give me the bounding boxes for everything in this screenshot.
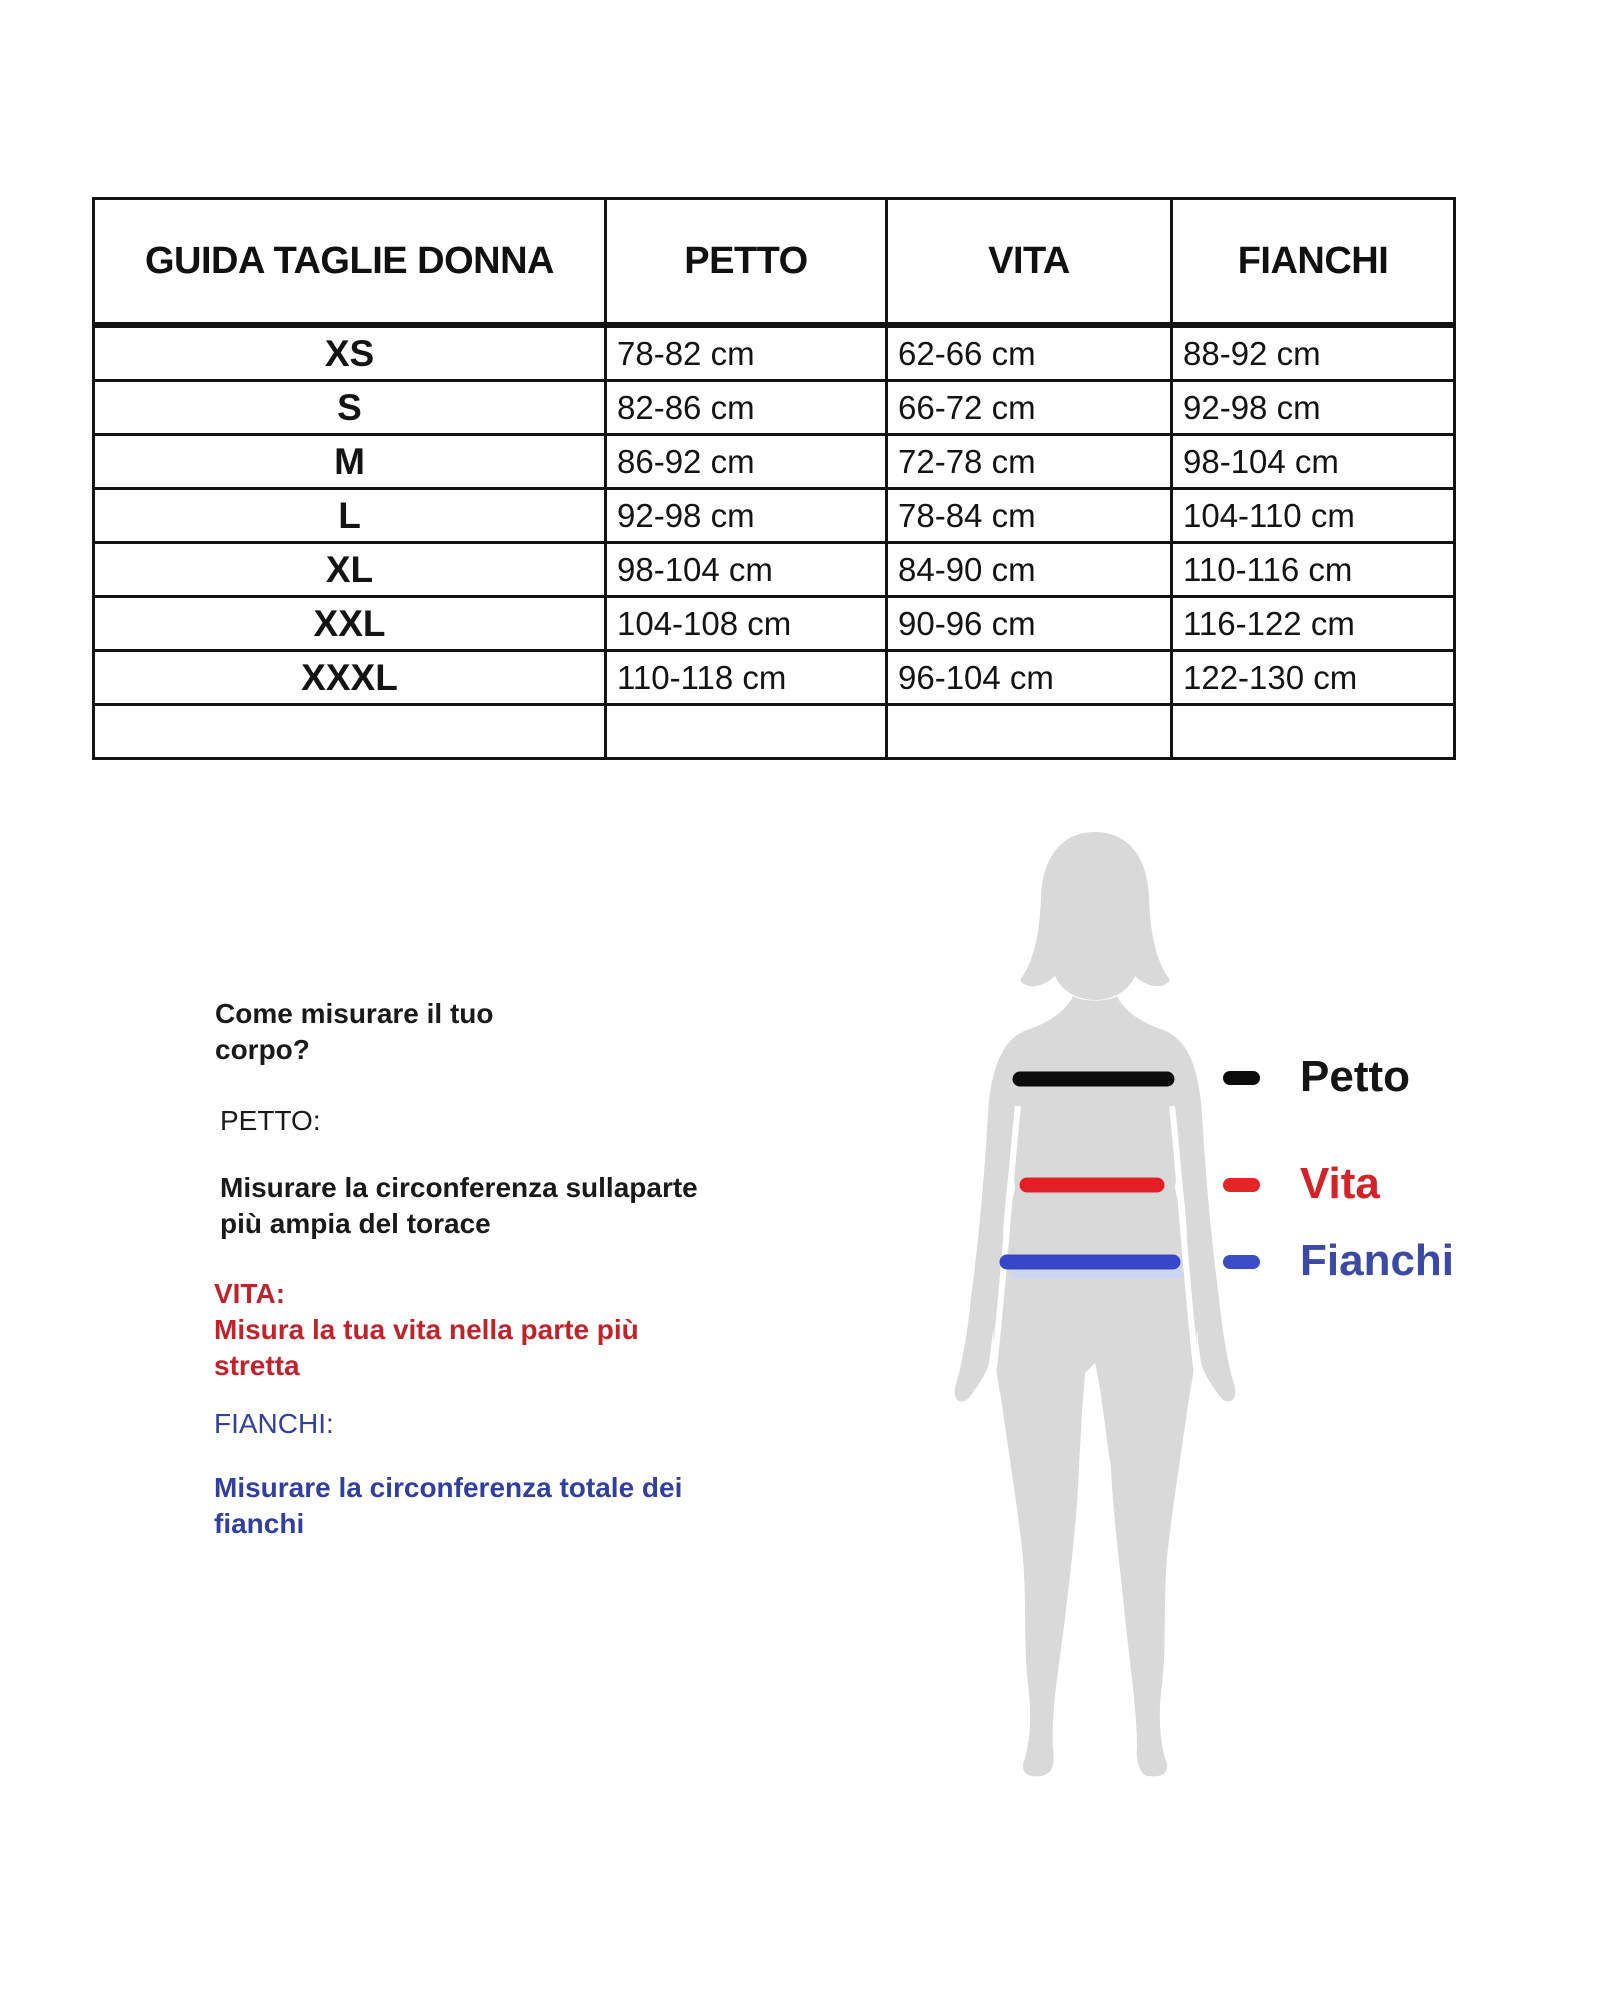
table-row [94,489,1455,543]
petto-section-text: Misurare la circonferenza sullaparte più ampia del torace [220,1172,698,1239]
size-cell: XS [94,325,606,381]
vita-section-label: VITA: [214,1278,286,1309]
body-silhouette [955,996,1236,1776]
fianchi-cell: 122-130 cm [1172,651,1455,705]
vita-cell: 72-78 cm [887,435,1172,489]
vita-cell [887,705,1172,759]
size-cell: S [94,381,606,435]
petto-cell: 104-108 cm [606,597,887,651]
petto-cell: 110-118 cm [606,651,887,705]
table-row [94,651,1455,705]
fianchi-cell: 104-110 cm [1172,489,1455,543]
size-cell: XL [94,543,606,597]
table-row-empty [94,705,1455,759]
fianchi-cell: 116-122 cm [1172,597,1455,651]
vita-legend-label: Vita [1300,1159,1380,1208]
table-row [94,597,1455,651]
size-cell [94,705,606,759]
petto-cell [606,705,887,759]
fianchi-section-text: Misurare la circonferenza totale dei fianchi [214,1472,683,1539]
petto-legend-label: Petto [1300,1052,1410,1101]
vita-cell: 84-90 cm [887,543,1172,597]
fianchi-cell: 98-104 cm [1172,435,1455,489]
size-table [92,197,1456,760]
header-petto: PETTO [606,199,887,326]
petto-cell: 86-92 cm [606,435,887,489]
petto-cell: 98-104 cm [606,543,887,597]
fianchi-cell: 110-116 cm [1172,543,1455,597]
instructions-title: Come misurare il tuo corpo? [215,998,494,1065]
vita-cell: 78-84 cm [887,489,1172,543]
table-row [94,325,1455,381]
fianchi-line-swatch [1223,1255,1260,1269]
header-fianchi: FIANCHI [1172,199,1455,326]
size-cell: M [94,435,606,489]
petto-cell: 78-82 cm [606,325,887,381]
fianchi-section-label: FIANCHI: [214,1408,334,1439]
table-header-row [94,199,1455,326]
header-guide: GUIDA TAGLIE DONNA [94,199,606,326]
size-cell: XXL [94,597,606,651]
vita-section-text: Misura la tua vita nella parte più stretta [214,1314,639,1381]
fianchi-legend-label: Fianchi [1300,1236,1455,1285]
hair-silhouette [1020,832,1170,1000]
vita-cell: 90-96 cm [887,597,1172,651]
table-row [94,543,1455,597]
fianchi-cell: 88-92 cm [1172,325,1455,381]
header-vita: VITA [887,199,1172,326]
petto-line-swatch [1223,1071,1260,1085]
size-cell: XXXL [94,651,606,705]
fianchi-cell [1172,705,1455,759]
fianchi-cell: 92-98 cm [1172,381,1455,435]
body-diagram [915,828,1275,1778]
table-row [94,435,1455,489]
size-cell: L [94,489,606,543]
vita-cell: 62-66 cm [887,325,1172,381]
vita-cell: 96-104 cm [887,651,1172,705]
petto-cell: 82-86 cm [606,381,887,435]
vita-line-swatch [1223,1178,1260,1192]
petto-section-label: PETTO: [220,1105,321,1136]
table-row [94,381,1455,435]
vita-cell: 66-72 cm [887,381,1172,435]
petto-cell: 92-98 cm [606,489,887,543]
